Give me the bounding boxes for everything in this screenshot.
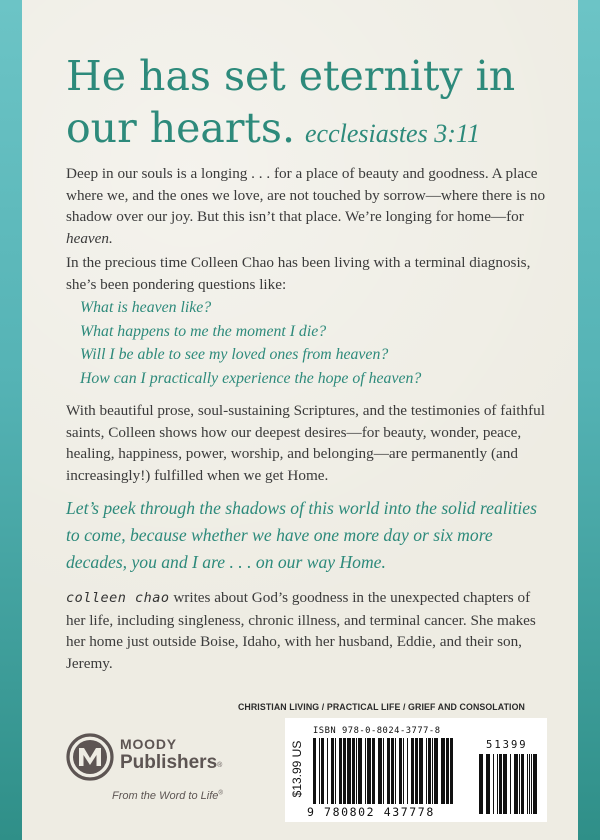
headline-text: He has set eternity in our hearts. (66, 52, 516, 152)
barcode-bar (356, 738, 357, 804)
intro-emphasis: heaven. (66, 229, 113, 247)
barcode-bar (514, 754, 518, 814)
question-item: Will I be able to see my loved ones from heaven? (80, 346, 389, 363)
barcode-bar (387, 738, 390, 804)
publisher-line2: Publishers® (120, 752, 223, 773)
barcode-bar (343, 738, 346, 804)
barcode-bar (335, 738, 336, 804)
barcode-box (285, 718, 547, 822)
barcode-bar (367, 738, 371, 804)
barcode-bar (339, 738, 342, 804)
barcode-bar (529, 754, 530, 814)
headline (66, 50, 546, 160)
description-paragraph: With beautiful prose, soul-sustaining Scriptures, and the testimonies of faithful saints, Colleen shows how our deepest desires—for beauty, wonder, peace, healing, happiness, power, worship, and belonging—are permanently (and increasingly!) fulfilled when we get Home. (66, 402, 545, 484)
barcode-bar (365, 738, 366, 804)
barcode-bar (352, 738, 355, 804)
author-bio-text: writes about God’s goodness in the unexpected chapters of her life, including singleness, chronic illness, and terminal cancer. She makes her home just outside Boise, Idaho, with her husband, Eddie, and their son, Jeremy. (66, 589, 536, 672)
barcode-bar (383, 738, 384, 804)
context-paragraph: In the precious time Colleen Chao has been living with a terminal diagnosis, she’s been pondering questions like: (66, 254, 531, 293)
barcode-bar (415, 738, 418, 804)
barcode-bar (403, 738, 404, 804)
barcode-bar (372, 738, 375, 804)
barcode-bar (531, 754, 532, 814)
intro-text: Deep in our souls is a longing . . . for a place of beauty and goodness. A place where we, and the ones we love, are not touched by sorrow—where there is no shadow over our joy. But this isn’t that place. We’re longing for home—for (66, 165, 546, 225)
barcode-bar (407, 738, 408, 804)
barcode-bar (419, 738, 423, 804)
callout-quote: Let’s peek through the shadows of this world into the solid realities to come, because whether we have one more day or six more decades, you and I are . . . on our way Home. (66, 498, 537, 572)
question-item: What is heaven like? (80, 299, 212, 316)
barcode-bar (510, 754, 511, 814)
barcode-bar (391, 738, 394, 804)
barcode-bar (533, 754, 537, 814)
publisher-line1: MOODY (120, 736, 177, 752)
barcode-bar (441, 738, 445, 804)
question-item: How can I practically experience the hope of heaven? (80, 369, 422, 387)
scripture-reference: ecclesiastes 3:11 (304, 119, 480, 148)
addon-barcode (479, 754, 537, 814)
barcode-bar (521, 754, 524, 814)
barcode-bar (358, 738, 362, 804)
isbn-label: ISBN 978-0-8024-3777-8 (313, 726, 441, 736)
barcode-bar (479, 754, 483, 814)
moody-m-circle-icon (66, 733, 114, 781)
category-label: CHRISTIAN LIVING / PRACTICAL LIFE / GRIEF AND CONSOLATION (237, 702, 525, 712)
tagline-trademark: ® (218, 790, 223, 797)
barcode-bar (450, 738, 453, 804)
barcode-bar (399, 738, 402, 804)
barcode-bar (493, 754, 494, 814)
trademark-symbol: ® (217, 762, 223, 769)
price-label: $13.99 US (290, 740, 304, 798)
intro-paragraph (66, 163, 552, 249)
ean-digits: 9 780802 437778 (307, 805, 435, 819)
barcode-bar (499, 754, 502, 814)
ean-barcode (313, 738, 453, 804)
barcode-bar (503, 754, 507, 814)
question-item: What happens to me the moment I die? (80, 322, 327, 340)
question-list (80, 296, 421, 390)
barcode-bar (432, 738, 433, 804)
barcode-bar (519, 754, 520, 814)
barcode-bar (378, 738, 382, 804)
barcode-bar (327, 738, 328, 804)
back-cover-panel (22, 0, 578, 840)
barcode-bar (527, 754, 528, 814)
publisher-wordmark (120, 736, 222, 774)
barcode-bar (321, 738, 324, 804)
barcode-bar (347, 738, 351, 804)
barcode-bar (426, 738, 427, 804)
barcode-bar (486, 754, 490, 814)
barcode-bar (331, 738, 334, 804)
barcode-bar (313, 738, 316, 804)
author-name: colleen chao (66, 590, 170, 606)
author-bio (66, 587, 552, 674)
addon-digits: 51399 (486, 739, 528, 751)
barcode-bar (428, 738, 431, 804)
barcode-bar (411, 738, 414, 804)
barcode-bar (395, 738, 396, 804)
publisher-tagline: From the Word to Life® (112, 790, 223, 802)
barcode-bar (497, 754, 498, 814)
barcode-bar (446, 738, 449, 804)
barcode-bar (434, 738, 438, 804)
barcode-bar (319, 738, 320, 804)
